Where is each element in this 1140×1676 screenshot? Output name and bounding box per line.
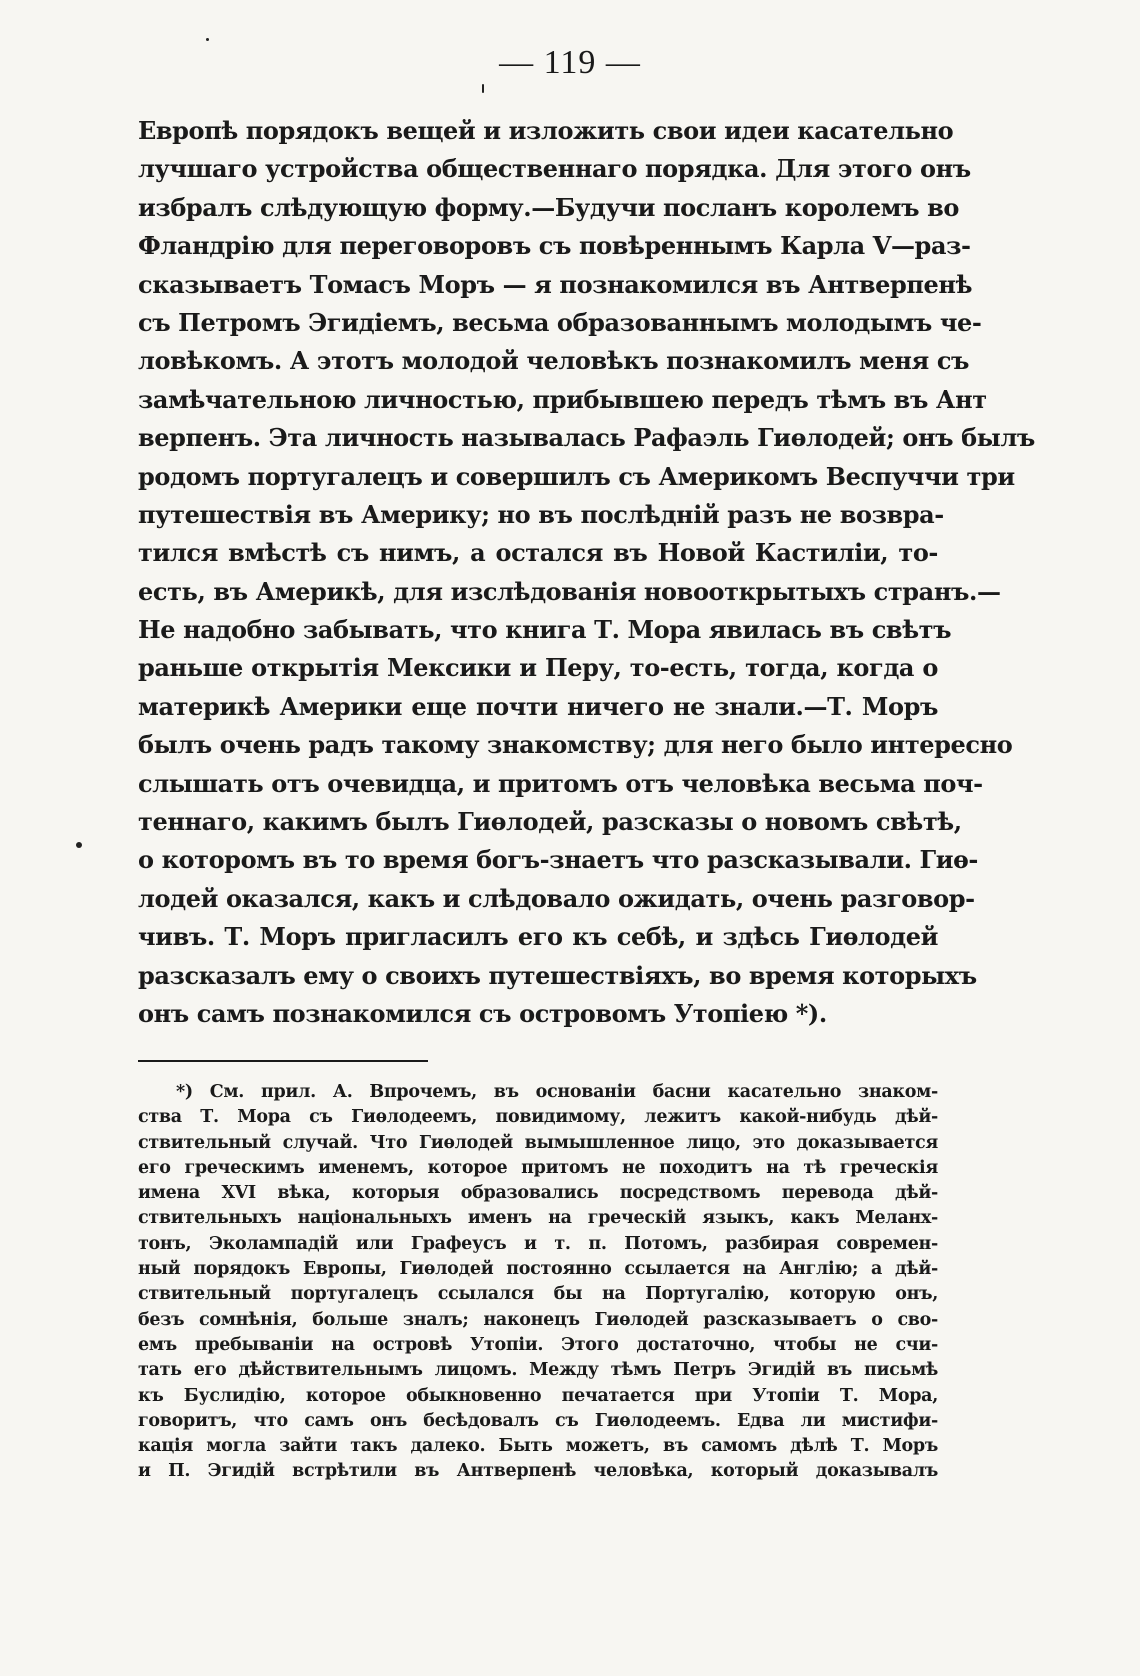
- main-text-line: теннаго, какимъ былъ Гиѳлодей, разсказы о новомъ свѣтѣ,: [138, 807, 962, 837]
- main-text-line: замѣчательною личностью, прибывшею передъ тѣмъ въ Ант: [138, 384, 987, 414]
- main-text-line: раньше открытія Мексики и Перу, то-есть, тогда, когда о: [138, 653, 938, 683]
- main-text-line: избралъ слѣдующую форму.—Будучи посланъ королемъ во: [138, 192, 959, 222]
- main-text-line: онъ самъ познакомился съ островомъ Утопіею *).: [138, 998, 827, 1028]
- main-text-line: слышать отъ очевидца, и притомъ отъ человѣка весьма поч-: [138, 768, 983, 798]
- footnote-divider: [138, 1060, 428, 1062]
- footnote-line: тонъ, Эколампадій или Графеусъ и т. п. Потомъ, разбирая современ-: [138, 1233, 938, 1254]
- footnote-line: ствительныхъ національныхъ именъ на греческій языкъ, какъ Меланх-: [138, 1208, 938, 1229]
- footnote-line: тать его дѣйствительнымъ лицомъ. Между тѣмъ Петръ Эгидій въ письмѣ: [138, 1360, 938, 1381]
- footnote-line: имена XVI вѣка, которыя образовались посредствомъ перевода дѣй-: [138, 1183, 938, 1204]
- scan-speck: [206, 38, 209, 41]
- footnote: [138, 1080, 938, 1485]
- main-text-line: разсказалъ ему о своихъ путешествіяхъ, во время которыхъ: [138, 960, 977, 990]
- footnote-line: безъ сомнѣнія, больше зналъ; наконецъ Гиѳлодей разсказываетъ о сво-: [138, 1309, 938, 1330]
- main-text-line: верпенъ. Эта личность называлась Рафаэль Гиѳлодей; онъ былъ: [138, 423, 1035, 453]
- main-text-line: родомъ португалецъ и совершилъ съ Америкомъ Веспуччи три: [138, 461, 1015, 491]
- main-text-line: сказываетъ Томасъ Моръ — я познакомился въ Антверпенѣ: [138, 269, 973, 299]
- footnote-line: его греческимъ именемъ, которое притомъ не походитъ на тѣ греческія: [138, 1157, 938, 1178]
- footnote-line: кація могла зайти такъ далеко. Быть можетъ, въ самомъ дѣлѣ Т. Моръ: [138, 1436, 938, 1457]
- main-text-line: лучшаго устройства общественнаго порядка. Для этого онъ: [138, 154, 971, 184]
- footnote-line: ствительный португалецъ ссылался бы на Португалію, которую онъ,: [138, 1284, 938, 1305]
- main-text-line: чивъ. Т. Моръ пригласилъ его къ себѣ, и здѣсь Гиѳлодей: [138, 922, 938, 952]
- footnote-line: къ Буслидію, которое обыкновенно печатается при Утопіи Т. Мора,: [138, 1385, 938, 1406]
- main-text-line: о которомъ въ то время богъ-знаетъ что разсказывали. Гиѳ-: [138, 845, 978, 875]
- main-text-line: Не надобно забывать, что книга Т. Мора явилась въ свѣтъ: [138, 615, 952, 645]
- main-text-line: Европѣ порядокъ вещей и изложить свои идеи касательно: [138, 116, 954, 145]
- footnote-line: ствительный случай. Что Гиѳлодей вымышленное лицо, это доказывается: [138, 1132, 938, 1153]
- footnote-line: ный порядокъ Европы, Гиѳлодей постоянно ссылается на Англію; а дѣй-: [138, 1259, 938, 1280]
- main-text-line: материкѣ Америки еще почти ничего не знали.—Т. Моръ: [138, 691, 938, 721]
- scan-speck: [482, 84, 484, 93]
- main-text-line: Фландрію для переговоровъ съ повѣреннымъ Карла V—раз-: [138, 231, 971, 261]
- footnote-line: и П. Эгидій встрѣтили въ Антверпенѣ человѣка, который доказывалъ: [138, 1461, 938, 1482]
- main-text-line: путешествія въ Америку; но въ послѣдній разъ не возвра-: [138, 499, 944, 529]
- main-text-line: съ Петромъ Эгидіемъ, весьма образованнымъ молодымъ че-: [138, 307, 982, 337]
- page-number: — 119 —: [499, 44, 641, 81]
- main-text-line: лодей оказался, какъ и слѣдовало ожидать, очень разговор-: [138, 883, 975, 913]
- footnote-line: говоритъ, что самъ онъ бесѣдовалъ съ Гиѳлодеемъ. Едва ли мистифи-: [138, 1410, 938, 1431]
- main-text: [138, 112, 1035, 1033]
- main-text-line: ловѣкомъ. А этотъ молодой человѣкъ познакомилъ меня съ: [138, 346, 970, 376]
- footnote-line: емъ пребываніи на островѣ Утопіи. Этого достаточно, чтобы не счи-: [138, 1334, 938, 1355]
- main-text-line: былъ очень радъ такому знакомству; для него было интересно: [138, 730, 1013, 760]
- footnote-line: ства Т. Мора съ Гиѳлодеемъ, повидимому, лежитъ какой-нибудь дѣй-: [138, 1107, 938, 1128]
- scan-speck: [76, 842, 82, 848]
- main-text-line: есть, въ Америкѣ, для изслѣдованія новооткрытыхъ странъ.—: [138, 576, 1001, 606]
- main-text-line: тился вмѣстѣ съ нимъ, а остался въ Новой Кастиліи, то-: [138, 538, 938, 568]
- footnote-line: *) См. прил. А. Впрочемъ, въ основаніи басни касательно знаком-: [176, 1082, 938, 1102]
